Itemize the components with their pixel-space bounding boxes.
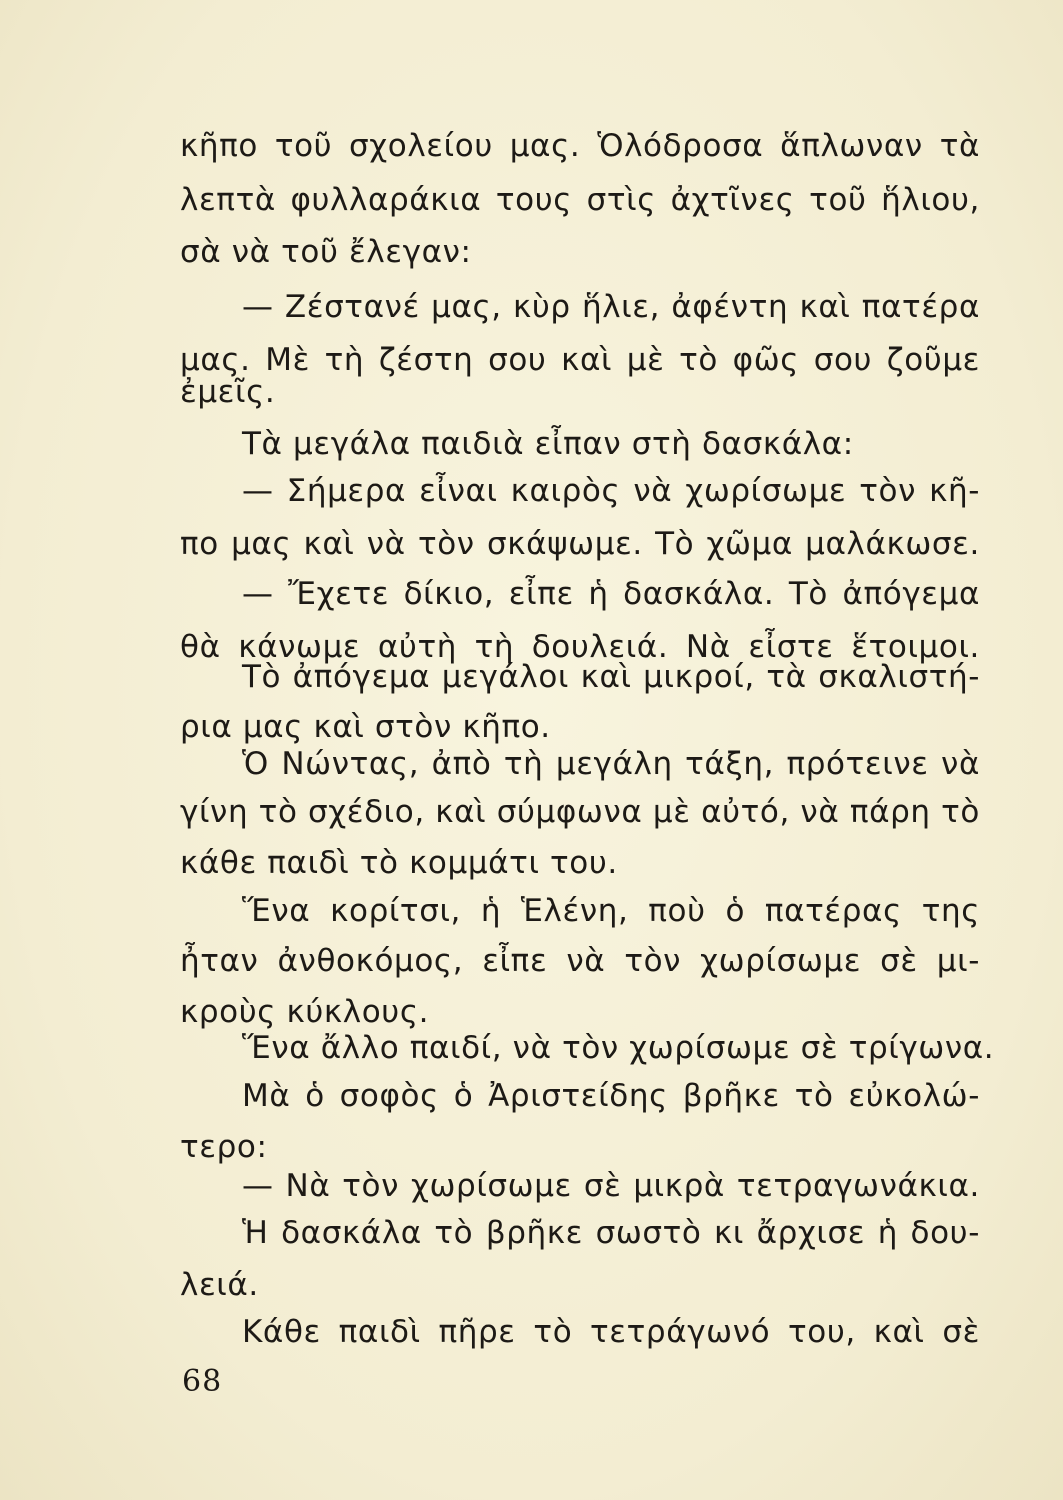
text-line: κάθε παιδὶ τὸ κομμάτι του. (180, 845, 618, 881)
text-line: Τὰ μεγάλα παιδιὰ εἶπαν στὴ δασκάλα: (242, 426, 854, 462)
text-line: ἐμεῖς. (180, 374, 276, 410)
text-line: Ἡ δασκάλα τὸ βρῆκε σωστὸ κι ἄρχισε ἡ δου- (242, 1215, 980, 1251)
text-line: Τὸ ἀπόγεμα μεγάλοι καὶ μικροί, τὰ σκαλιστή- (242, 659, 980, 695)
text-line: — Νὰ τὸν χωρίσωμε σὲ μικρὰ τετραγωνάκια. (242, 1168, 980, 1204)
text-line: γίνη τὸ σχέδιο, καὶ σύμφωνα μὲ αὐτό, νὰ πάρη τὸ (180, 794, 980, 830)
page-number: 68 (182, 1364, 223, 1399)
text-line: Κάθε παιδὶ πῆρε τὸ τετράγωνό του, καὶ σὲ (242, 1314, 980, 1350)
text-line: τερο: (180, 1129, 268, 1165)
text-line: θὰ κάνωμε αὐτὴ τὴ δουλειά. Νὰ εἶστε ἕτοιμοι. (180, 629, 980, 665)
text-line: — Σήμερα εἶναι καιρὸς νὰ χωρίσωμε τὸν κῆ- (242, 473, 980, 509)
text-line: ἦταν ἀνθοκόμος, εἶπε νὰ τὸν χωρίσωμε σὲ μι- (180, 943, 980, 979)
text-line: Μὰ ὁ σοφὸς ὁ Ἀριστείδης βρῆκε τὸ εὐκολώ- (242, 1078, 980, 1114)
text-line: — Ἔχετε δίκιο, εἶπε ἡ δασκάλα. Τὸ ἀπόγεμα (242, 576, 980, 612)
text-line: Ἕνα κορίτσι, ἡ Ἑλένη, ποὺ ὁ πατέρας της (242, 893, 980, 929)
text-line: σὰ νὰ τοῦ ἔλεγαν: (180, 234, 472, 270)
text-line: κῆπο τοῦ σχολείου μας. Ὁλόδροσα ἅπλωναν τὰ (180, 128, 980, 164)
text-line: ρια μας καὶ στὸν κῆπο. (180, 709, 551, 745)
text-line: μας. Μὲ τὴ ζέστη σου καὶ μὲ τὸ φῶς σου ζοῦμε (180, 342, 980, 378)
text-line: λειά. (180, 1267, 259, 1303)
text-line: Ἕνα ἄλλο παιδί, νὰ τὸν χωρίσωμε σὲ τρίγωνα. (242, 1030, 995, 1066)
text-line: κροὺς κύκλους. (180, 994, 430, 1030)
text-line: — Ζέστανέ μας, κὺρ ἥλιε, ἀφέντη καὶ πατέρα (242, 289, 980, 325)
text-line: πο μας καὶ νὰ τὸν σκάψωμε. Τὸ χῶμα μαλάκωσε. (180, 526, 980, 562)
text-line: Ὁ Νώντας, ἀπὸ τὴ μεγάλη τάξη, πρότεινε νὰ (242, 746, 980, 782)
text-line: λεπτὰ φυλλαράκια τους στὶς ἀχτῖνες τοῦ ἥλιου, (180, 182, 980, 218)
